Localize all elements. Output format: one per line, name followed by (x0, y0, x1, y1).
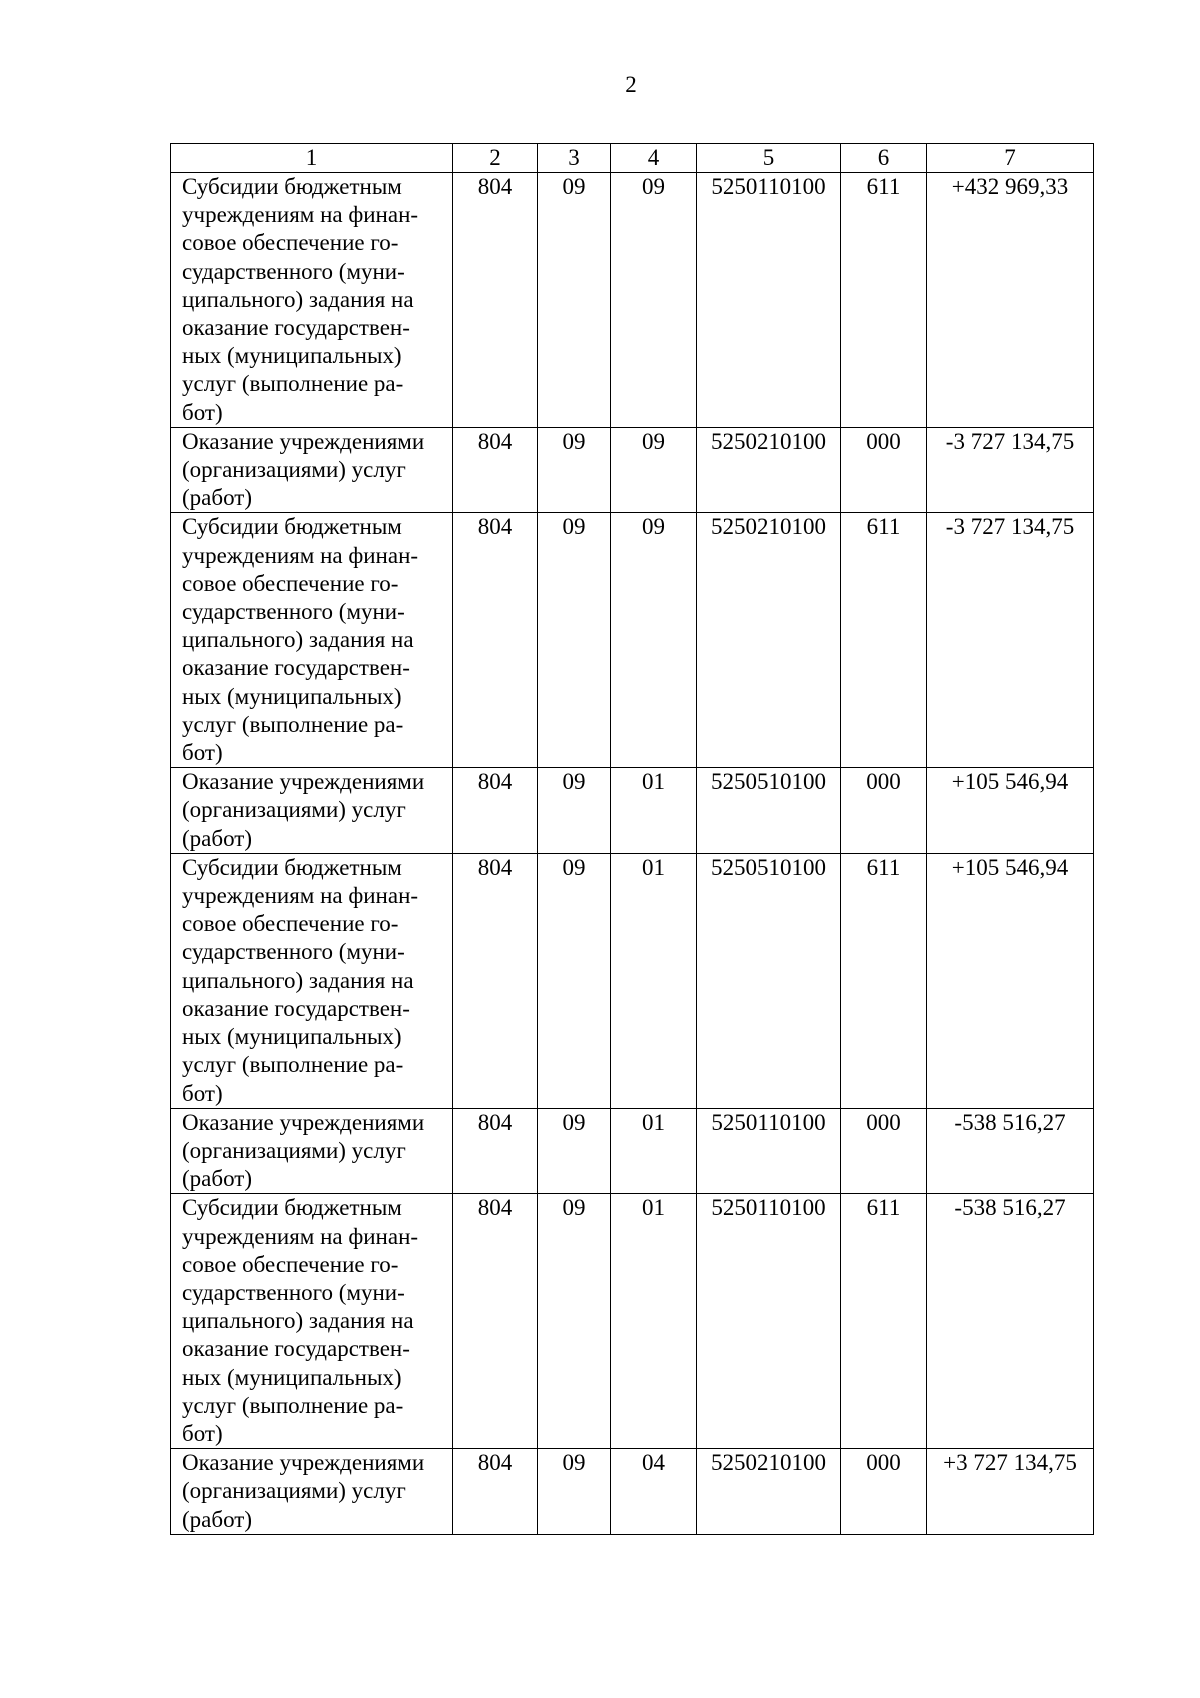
table-row (171, 853, 1094, 1108)
column-header: 2 (453, 144, 538, 173)
row-code-ministry: 804 (453, 1108, 538, 1194)
table-row (171, 1108, 1094, 1194)
row-code-target: 5250110100 (697, 1194, 841, 1449)
row-code-target: 5250510100 (697, 768, 841, 854)
table-row (171, 1449, 1094, 1535)
row-name: Оказание учреждениями (организациями) услуг (работ) (171, 1108, 453, 1194)
row-amount: -538 516,27 (927, 1108, 1094, 1194)
row-code-type: 000 (841, 427, 927, 513)
row-code-ministry: 804 (453, 427, 538, 513)
row-amount: -3 727 134,75 (927, 427, 1094, 513)
row-code-target: 5250210100 (697, 1449, 841, 1535)
row-code-section: 09 (538, 513, 611, 768)
row-code-ministry: 804 (453, 768, 538, 854)
row-code-subsection: 09 (611, 173, 697, 428)
row-amount: +432 969,33 (927, 173, 1094, 428)
row-code-target: 5250210100 (697, 513, 841, 768)
row-code-section: 09 (538, 853, 611, 1108)
row-code-section: 09 (538, 768, 611, 854)
column-header: 4 (611, 144, 697, 173)
column-header: 7 (927, 144, 1094, 173)
row-code-subsection: 01 (611, 768, 697, 854)
row-code-subsection: 01 (611, 853, 697, 1108)
column-header: 5 (697, 144, 841, 173)
table-row (171, 513, 1094, 768)
table-header-row (171, 144, 1094, 173)
row-code-target: 5250110100 (697, 1108, 841, 1194)
row-code-type: 000 (841, 1108, 927, 1194)
row-code-type: 611 (841, 513, 927, 768)
row-name: Оказание учреждениями (организациями) услуг (работ) (171, 427, 453, 513)
row-code-type: 611 (841, 173, 927, 428)
row-code-type: 611 (841, 853, 927, 1108)
row-name: Оказание учреждениями (организациями) услуг (работ) (171, 1449, 453, 1535)
row-code-subsection: 09 (611, 427, 697, 513)
row-name: Субсидии бюджетным учреждениям на финан- совое обеспечение го- сударственного (муни- ципального) задания на оказание государствен- ных (муниципальных) услуг (выполнение ра- бот) (171, 513, 453, 768)
row-code-ministry: 804 (453, 1449, 538, 1535)
row-code-ministry: 804 (453, 853, 538, 1108)
row-name: Субсидии бюджетным учреждениям на финан- совое обеспечение го- сударственного (муни- ципального) задания на оказание государствен- ных (муниципальных) услуг (выполнение ра- бот) (171, 1194, 453, 1449)
row-code-ministry: 804 (453, 173, 538, 428)
row-code-subsection: 09 (611, 513, 697, 768)
column-header: 3 (538, 144, 611, 173)
row-code-type: 611 (841, 1194, 927, 1449)
row-code-subsection: 01 (611, 1194, 697, 1449)
row-amount: +105 546,94 (927, 768, 1094, 854)
row-name: Субсидии бюджетным учреждениям на финан- совое обеспечение го- сударственного (муни- ципального) задания на оказание государствен- ных (муниципальных) услуг (выполнение ра- бот) (171, 173, 453, 428)
table-row (171, 427, 1094, 513)
row-amount: -538 516,27 (927, 1194, 1094, 1449)
page-number: 2 (625, 72, 637, 97)
row-code-section: 09 (538, 427, 611, 513)
row-amount: +3 727 134,75 (927, 1449, 1094, 1535)
budget-table (170, 143, 1094, 1535)
row-name: Субсидии бюджетным учреждениям на финан- совое обеспечение го- сударственного (муни- ципального) задания на оказание государствен- ных (муниципальных) услуг (выполнение ра- бот) (171, 853, 453, 1108)
row-code-section: 09 (538, 1449, 611, 1535)
table-row (171, 1194, 1094, 1449)
row-code-section: 09 (538, 1194, 611, 1449)
row-code-ministry: 804 (453, 1194, 538, 1449)
row-code-target: 5250110100 (697, 173, 841, 428)
table-row (171, 173, 1094, 428)
row-amount: +105 546,94 (927, 853, 1094, 1108)
row-code-subsection: 04 (611, 1449, 697, 1535)
row-code-section: 09 (538, 1108, 611, 1194)
row-code-type: 000 (841, 1449, 927, 1535)
row-code-target: 5250510100 (697, 853, 841, 1108)
row-amount: -3 727 134,75 (927, 513, 1094, 768)
row-code-section: 09 (538, 173, 611, 428)
row-code-subsection: 01 (611, 1108, 697, 1194)
row-name: Оказание учреждениями (организациями) услуг (работ) (171, 768, 453, 854)
table-row (171, 768, 1094, 854)
row-code-type: 000 (841, 768, 927, 854)
column-header: 1 (171, 144, 453, 173)
row-code-target: 5250210100 (697, 427, 841, 513)
column-header: 6 (841, 144, 927, 173)
row-code-ministry: 804 (453, 513, 538, 768)
